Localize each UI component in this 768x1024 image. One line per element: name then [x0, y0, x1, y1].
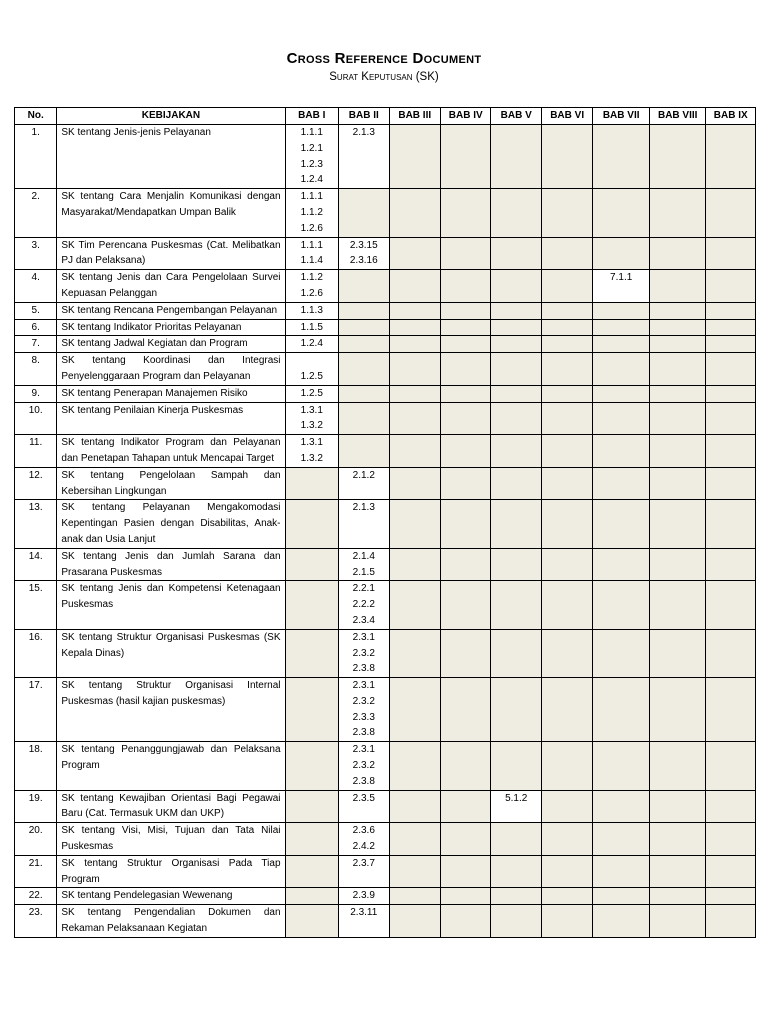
column-header: KEBIJAKAN: [57, 108, 285, 125]
bab-cell: [285, 790, 339, 823]
bab-cell: [440, 548, 490, 581]
row-number: 8.: [15, 353, 57, 386]
table-row: [15, 678, 756, 742]
document-subtitle: Surat Keputusan (SK): [329, 71, 439, 83]
kebijakan-cell: SK tentang Visi, Misi, Tujuan dan Tata Nilai Puskesmas: [57, 823, 285, 856]
kebijakan-cell: SK Tim Perencana Puskesmas (Cat. Melibatkan PJ dan Pelaksana): [57, 237, 285, 270]
bab-cell: [491, 548, 541, 581]
bab-cell: [706, 319, 756, 336]
bab-cell: [389, 270, 440, 303]
bab-cell: [389, 189, 440, 237]
table-row: [15, 270, 756, 303]
bab-cell: [491, 270, 541, 303]
bab-cell: [649, 270, 706, 303]
bab-cell: [541, 548, 592, 581]
row-number: 4.: [15, 270, 57, 303]
bab-cell: 2.3.5: [339, 790, 389, 823]
bab-cell: [491, 402, 541, 435]
bab-cell: [649, 385, 706, 402]
table-row: [15, 319, 756, 336]
bab-cell: [706, 435, 756, 468]
bab-cell: [440, 888, 490, 905]
bab-cell: [491, 905, 541, 938]
bab-cell: [593, 125, 650, 189]
kebijakan-cell: SK tentang Indikator Prioritas Pelayanan: [57, 319, 285, 336]
kebijakan-cell: SK tentang Penerapan Manajemen Risiko: [57, 385, 285, 402]
bab-cell: [389, 353, 440, 386]
bab-cell: [389, 319, 440, 336]
column-header: BAB II: [339, 108, 389, 125]
bab-cell: 1.3.1 1.3.2: [285, 435, 339, 468]
column-header: BAB I: [285, 108, 339, 125]
bab-cell: [706, 385, 756, 402]
bab-cell: [541, 270, 592, 303]
bab-cell: [541, 237, 592, 270]
bab-cell: [491, 353, 541, 386]
bab-cell: [541, 500, 592, 548]
bab-cell: [389, 629, 440, 677]
bab-cell: [491, 302, 541, 319]
bab-cell: [491, 435, 541, 468]
bab-cell: [491, 742, 541, 790]
kebijakan-cell: SK tentang Indikator Program dan Pelayanan dan Penetapan Tahapan untuk Mencapai Target: [57, 435, 285, 468]
cross-reference-table: [14, 107, 756, 938]
bab-cell: [706, 581, 756, 629]
bab-cell: 2.3.15 2.3.16: [339, 237, 389, 270]
kebijakan-cell: SK tentang Jenis-jenis Pelayanan: [57, 125, 285, 189]
row-number: 20.: [15, 823, 57, 856]
bab-cell: [706, 467, 756, 500]
table-row: [15, 336, 756, 353]
bab-cell: [649, 678, 706, 742]
table-row: [15, 629, 756, 677]
bab-cell: [593, 888, 650, 905]
bab-cell: [440, 336, 490, 353]
bab-cell: [389, 467, 440, 500]
row-number: 15.: [15, 581, 57, 629]
bab-cell: [593, 385, 650, 402]
bab-cell: [706, 888, 756, 905]
bab-cell: [541, 467, 592, 500]
bab-cell: [541, 629, 592, 677]
bab-cell: [593, 319, 650, 336]
document-title: Cross Reference Document: [286, 50, 482, 67]
row-number: 2.: [15, 189, 57, 237]
bab-cell: 1.1.3: [285, 302, 339, 319]
bab-cell: [491, 823, 541, 856]
bab-cell: [440, 353, 490, 386]
bab-cell: [649, 336, 706, 353]
column-header: BAB IV: [440, 108, 490, 125]
bab-cell: [440, 742, 490, 790]
bab-cell: [649, 581, 706, 629]
bab-cell: [285, 548, 339, 581]
bab-cell: 2.3.1 2.3.2 2.3.8: [339, 629, 389, 677]
kebijakan-cell: SK tentang Penanggungjawab dan Pelaksana Program: [57, 742, 285, 790]
bab-cell: [706, 823, 756, 856]
bab-cell: [440, 319, 490, 336]
bab-cell: 1.1.1 1.2.1 1.2.3 1.2.4: [285, 125, 339, 189]
bab-cell: 2.3.1 2.3.2 2.3.3 2.3.8: [339, 678, 389, 742]
bab-cell: [593, 237, 650, 270]
row-number: 21.: [15, 855, 57, 888]
bab-cell: [285, 500, 339, 548]
bab-cell: [440, 467, 490, 500]
bab-cell: [706, 336, 756, 353]
kebijakan-cell: SK tentang Rencana Pengembangan Pelayanan: [57, 302, 285, 319]
table-header-row: [15, 108, 756, 125]
row-number: 12.: [15, 467, 57, 500]
row-number: 9.: [15, 385, 57, 402]
bab-cell: [440, 678, 490, 742]
bab-cell: [389, 402, 440, 435]
bab-cell: [389, 905, 440, 938]
table-row: [15, 855, 756, 888]
bab-cell: [491, 125, 541, 189]
bab-cell: [593, 581, 650, 629]
bab-cell: 1.1.2 1.2.6: [285, 270, 339, 303]
bab-cell: 2.3.6 2.4.2: [339, 823, 389, 856]
bab-cell: [649, 548, 706, 581]
bab-cell: [649, 905, 706, 938]
bab-cell: [285, 905, 339, 938]
bab-cell: 2.1.3: [339, 500, 389, 548]
bab-cell: [389, 855, 440, 888]
bab-cell: [339, 302, 389, 319]
table-row: [15, 790, 756, 823]
bab-cell: 2.3.9: [339, 888, 389, 905]
bab-cell: [649, 402, 706, 435]
table-row: [15, 888, 756, 905]
bab-cell: [649, 888, 706, 905]
bab-cell: [541, 353, 592, 386]
row-number: 3.: [15, 237, 57, 270]
bab-cell: [593, 548, 650, 581]
table-row: [15, 905, 756, 938]
bab-cell: [491, 237, 541, 270]
bab-cell: [649, 790, 706, 823]
row-number: 13.: [15, 500, 57, 548]
column-header: BAB VI: [541, 108, 592, 125]
table-row: [15, 353, 756, 386]
bab-cell: [649, 500, 706, 548]
kebijakan-cell: SK tentang Jenis dan Kompetensi Ketenagaan Puskesmas: [57, 581, 285, 629]
bab-cell: [440, 581, 490, 629]
bab-cell: [649, 855, 706, 888]
bab-cell: [285, 467, 339, 500]
bab-cell: [389, 237, 440, 270]
bab-cell: [649, 302, 706, 319]
bab-cell: [706, 402, 756, 435]
table-row: [15, 581, 756, 629]
row-number: 1.: [15, 125, 57, 189]
bab-cell: 5.1.2: [491, 790, 541, 823]
bab-cell: 2.1.2: [339, 467, 389, 500]
bab-cell: [541, 302, 592, 319]
bab-cell: [593, 500, 650, 548]
bab-cell: [541, 742, 592, 790]
column-header: BAB VII: [593, 108, 650, 125]
bab-cell: [593, 402, 650, 435]
bab-cell: [706, 855, 756, 888]
bab-cell: [440, 823, 490, 856]
bab-cell: [339, 435, 389, 468]
column-header: BAB III: [389, 108, 440, 125]
bab-cell: [389, 823, 440, 856]
bab-cell: [339, 402, 389, 435]
bab-cell: [389, 125, 440, 189]
bab-cell: [706, 125, 756, 189]
bab-cell: [706, 742, 756, 790]
bab-cell: [491, 629, 541, 677]
table-row: [15, 237, 756, 270]
row-number: 23.: [15, 905, 57, 938]
bab-cell: [649, 435, 706, 468]
table-row: [15, 548, 756, 581]
bab-cell: [389, 742, 440, 790]
table-row: [15, 385, 756, 402]
bab-cell: [541, 385, 592, 402]
bab-cell: [440, 500, 490, 548]
bab-cell: [285, 742, 339, 790]
bab-cell: 2.2.1 2.2.2 2.3.4: [339, 581, 389, 629]
bab-cell: [339, 319, 389, 336]
bab-cell: [440, 855, 490, 888]
kebijakan-cell: SK tentang Pengendalian Dokumen dan Rekaman Pelaksanaan Kegiatan: [57, 905, 285, 938]
kebijakan-cell: SK tentang Pengelolaan Sampah dan Kebersihan Lingkungan: [57, 467, 285, 500]
bab-cell: [440, 189, 490, 237]
bab-cell: [706, 678, 756, 742]
table-row: [15, 402, 756, 435]
bab-cell: 1.2.4: [285, 336, 339, 353]
kebijakan-cell: SK tentang Koordinasi dan Integrasi Penyelenggaraan Program dan Pelayanan: [57, 353, 285, 386]
kebijakan-cell: SK tentang Pendelegasian Wewenang: [57, 888, 285, 905]
bab-cell: [593, 855, 650, 888]
bab-cell: [491, 336, 541, 353]
row-number: 16.: [15, 629, 57, 677]
bab-cell: [593, 353, 650, 386]
table-row: [15, 125, 756, 189]
bab-cell: [339, 353, 389, 386]
bab-cell: 2.1.3: [339, 125, 389, 189]
row-number: 22.: [15, 888, 57, 905]
bab-cell: 2.1.4 2.1.5: [339, 548, 389, 581]
bab-cell: [593, 629, 650, 677]
bab-cell: [541, 336, 592, 353]
bab-cell: [285, 823, 339, 856]
table-row: [15, 500, 756, 548]
bab-cell: [541, 823, 592, 856]
bab-cell: [491, 385, 541, 402]
bab-cell: 1.1.1 1.1.4: [285, 237, 339, 270]
row-number: 6.: [15, 319, 57, 336]
bab-cell: [389, 435, 440, 468]
table-row: [15, 435, 756, 468]
bab-cell: [491, 855, 541, 888]
table-row: [15, 467, 756, 500]
bab-cell: [706, 629, 756, 677]
bab-cell: [593, 742, 650, 790]
bab-cell: [440, 302, 490, 319]
bab-cell: [706, 270, 756, 303]
kebijakan-cell: SK tentang Kewajiban Orientasi Bagi Pegawai Baru (Cat. Termasuk UKM dan UKP): [57, 790, 285, 823]
bab-cell: [541, 790, 592, 823]
bab-cell: [706, 548, 756, 581]
column-header: BAB IX: [706, 108, 756, 125]
bab-cell: [541, 855, 592, 888]
table-row: [15, 742, 756, 790]
bab-cell: [440, 237, 490, 270]
bab-cell: [593, 189, 650, 237]
bab-cell: [706, 905, 756, 938]
bab-cell: [593, 302, 650, 319]
bab-cell: [649, 319, 706, 336]
bab-cell: [389, 500, 440, 548]
bab-cell: [339, 385, 389, 402]
bab-cell: [541, 402, 592, 435]
bab-cell: 2.3.7: [339, 855, 389, 888]
bab-cell: [541, 319, 592, 336]
table-row: [15, 823, 756, 856]
kebijakan-cell: SK tentang Jadwal Kegiatan dan Program: [57, 336, 285, 353]
kebijakan-cell: SK tentang Struktur Organisasi Puskesmas (SK Kepala Dinas): [57, 629, 285, 677]
bab-cell: [440, 125, 490, 189]
table-row: [15, 189, 756, 237]
bab-cell: [649, 742, 706, 790]
bab-cell: [491, 467, 541, 500]
bab-cell: [389, 385, 440, 402]
bab-cell: [389, 302, 440, 319]
row-number: 10.: [15, 402, 57, 435]
bab-cell: [440, 385, 490, 402]
bab-cell: [593, 467, 650, 500]
kebijakan-cell: SK tentang Struktur Organisasi Internal Puskesmas (hasil kajian puskesmas): [57, 678, 285, 742]
bab-cell: [541, 581, 592, 629]
bab-cell: [339, 336, 389, 353]
bab-cell: [649, 125, 706, 189]
row-number: 7.: [15, 336, 57, 353]
bab-cell: [649, 353, 706, 386]
bab-cell: [541, 905, 592, 938]
kebijakan-cell: SK tentang Jenis dan Cara Pengelolaan Survei Kepuasan Pelanggan: [57, 270, 285, 303]
bab-cell: [706, 500, 756, 548]
bab-cell: [541, 125, 592, 189]
bab-cell: [649, 629, 706, 677]
bab-cell: [706, 353, 756, 386]
bab-cell: [491, 888, 541, 905]
bab-cell: [593, 678, 650, 742]
bab-cell: [649, 823, 706, 856]
bab-cell: [649, 237, 706, 270]
bab-cell: 1.2.5: [285, 353, 339, 386]
bab-cell: [389, 548, 440, 581]
kebijakan-cell: SK tentang Struktur Organisasi Pada Tiap Program: [57, 855, 285, 888]
bab-cell: 1.1.5: [285, 319, 339, 336]
kebijakan-cell: SK tentang Penilaian Kinerja Puskesmas: [57, 402, 285, 435]
bab-cell: [440, 402, 490, 435]
bab-cell: [491, 678, 541, 742]
bab-cell: [440, 629, 490, 677]
bab-cell: 1.3.1 1.3.2: [285, 402, 339, 435]
bab-cell: [593, 435, 650, 468]
bab-cell: [285, 629, 339, 677]
bab-cell: [285, 855, 339, 888]
bab-cell: [389, 888, 440, 905]
bab-cell: [541, 678, 592, 742]
bab-cell: [285, 581, 339, 629]
bab-cell: [389, 581, 440, 629]
bab-cell: [706, 302, 756, 319]
bab-cell: [491, 189, 541, 237]
column-header: BAB VIII: [649, 108, 706, 125]
column-header: No.: [15, 108, 57, 125]
bab-cell: [491, 500, 541, 548]
row-number: 17.: [15, 678, 57, 742]
bab-cell: [649, 467, 706, 500]
bab-cell: 1.1.1 1.1.2 1.2.6: [285, 189, 339, 237]
bab-cell: [440, 905, 490, 938]
row-number: 5.: [15, 302, 57, 319]
bab-cell: [541, 189, 592, 237]
bab-cell: [339, 189, 389, 237]
bab-cell: [389, 678, 440, 742]
table-body: [15, 125, 756, 938]
bab-cell: 7.1.1: [593, 270, 650, 303]
bab-cell: 1.2.5: [285, 385, 339, 402]
bab-cell: [389, 790, 440, 823]
bab-cell: [491, 581, 541, 629]
bab-cell: [706, 237, 756, 270]
bab-cell: [285, 678, 339, 742]
bab-cell: [491, 319, 541, 336]
bab-cell: [339, 270, 389, 303]
bab-cell: [706, 189, 756, 237]
bab-cell: [285, 888, 339, 905]
kebijakan-cell: SK tentang Pelayanan Mengakomodasi Kepentingan Pasien dengan Disabilitas, Anak-anak dan Usia Lanjut: [57, 500, 285, 548]
bab-cell: [706, 790, 756, 823]
row-number: 18.: [15, 742, 57, 790]
bab-cell: [541, 435, 592, 468]
kebijakan-cell: SK tentang Jenis dan Jumlah Sarana dan Prasarana Puskesmas: [57, 548, 285, 581]
bab-cell: [593, 905, 650, 938]
bab-cell: [593, 336, 650, 353]
table-row: [15, 302, 756, 319]
bab-cell: [593, 823, 650, 856]
bab-cell: [389, 336, 440, 353]
row-number: 19.: [15, 790, 57, 823]
bab-cell: [440, 435, 490, 468]
bab-cell: [593, 790, 650, 823]
bab-cell: [440, 270, 490, 303]
column-header: BAB V: [491, 108, 541, 125]
bab-cell: 2.3.1 2.3.2 2.3.8: [339, 742, 389, 790]
bab-cell: [440, 790, 490, 823]
row-number: 14.: [15, 548, 57, 581]
bab-cell: 2.3.11: [339, 905, 389, 938]
bab-cell: [541, 888, 592, 905]
row-number: 11.: [15, 435, 57, 468]
kebijakan-cell: SK tentang Cara Menjalin Komunikasi dengan Masyarakat/Mendapatkan Umpan Balik: [57, 189, 285, 237]
bab-cell: [649, 189, 706, 237]
